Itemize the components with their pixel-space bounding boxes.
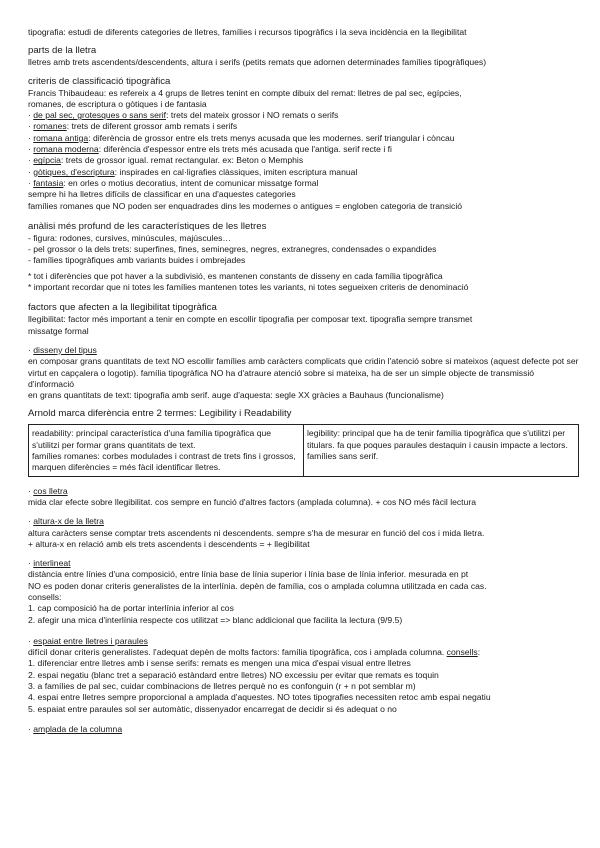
- readability-romanes-text: famílies romanes: corbes modulades i contrast de trets fins i grossos, marquen diferències = més fàcil identificar lletres.: [32, 451, 296, 473]
- disseny-paragraph-2: en grans quantitats de text: tipografia amb serif. auge d'aquesta: segle XX gràcies a Bauhaus (funcionalisme): [28, 390, 444, 401]
- comparison-table: [28, 424, 579, 476]
- legibility-sans-text: famílies sans serif.: [307, 451, 379, 462]
- criteris-note-2: famílies romanes que NO poden ser enquadrades dins les modernes o antigues = engloben categoria de transició: [28, 200, 463, 211]
- analisi-star-note-2: * important recordar que ni totes les famílies mantenen totes les variants, ni totes segueixen criteris de denominació: [28, 282, 469, 293]
- analisi-item: - famílies tipogràfiques amb variants buides i ombrejades: [28, 255, 246, 266]
- espaiat-title: · espaiat entre lletres i paraules: [28, 635, 148, 646]
- analisi-star-note-1: * tot i diferències que pot haver a la subdivisió, es mantenen constants de disseny en cada família tipogràfica: [28, 270, 443, 281]
- espaiat-item: 2. espai negatiu (blanc tret a separació estàndard entre lletres) NO excessiu per evitar que remats es toquin: [28, 669, 439, 680]
- cos-title: · cos lletra: [28, 485, 68, 496]
- legibility-cell: [304, 425, 579, 476]
- criteris-item: · de pal sec, grotesques o sans serif: trets del mateix grossor i NO remats o serifs: [28, 110, 339, 121]
- factors-line-2: missatge formal: [28, 325, 89, 336]
- parts-heading: parts de la lletra: [28, 45, 97, 57]
- disseny-paragraph-1: en composar grans quantitats de text NO escollir famílies amb caràcters complicats que cridin l'atenció sobre si mateixos (aquest defecte pot ser virtut en capçalera o logotip). família tipogràfica NO ha d'atraure atenció sobre si mateixa, ha de ser un simple objecte de transmissió d'informació: [28, 356, 579, 389]
- criteris-item: · romana moderna: diferència d'espessor entre els trets més acusada que l'antiga. serif recte i fi: [28, 144, 392, 155]
- alturax-line-1: altura caràcters sense comptar trets ascendents ni descendents. sempre s'ha de mesurar en funció del cos i mida lletra.: [28, 527, 485, 538]
- criteris-item: · egípcia: trets de grossor igual. remat rectangular. ex: Beton o Memphis: [28, 155, 304, 166]
- espaiat-item: 4. espai entre lletres sempre proporcional a amplada d'aquestes. NO totes tipografies necessiten retoc amb espai negatiu: [28, 692, 491, 703]
- factors-line-1: llegibilitat: factor més important a tenir en compte en escollir tipografia per composar text. tipografia sempre transmet: [28, 314, 473, 325]
- alturax-title: · altura-x de la lletra: [28, 516, 104, 527]
- interlineat-title: · interlineat: [28, 558, 71, 569]
- document-page: [28, 27, 578, 735]
- factors-heading: factors que afecten a la llegibilitat tipogràfica: [28, 302, 217, 314]
- amplada-title: · amplada de la columna: [28, 723, 123, 734]
- parts-text: lletres amb trets ascendents/descendents, altura i serifs (petits remats que adornen determinades famílies tipogràfiques): [28, 57, 487, 68]
- criteris-item: · romanes: trets de diferent grossor amb remats i serifs: [28, 121, 238, 132]
- readability-cell: [29, 425, 304, 476]
- espaiat-item: 3. a famílies de pal sec, cuidar combinacions de lletres perquè no es confonguin (r + n pot semblar m): [28, 681, 416, 692]
- interlineat-line-1: distància entre línies d'una composició, entre línia base de línia superior i línia base de línia inferior. mesurada en pt: [28, 569, 469, 580]
- criteris-heading: criteris de classificació tipogràfica: [28, 75, 171, 87]
- analisi-item: - pel grossor o la dels trets: superfines, fines, seminegres, negres, extranegres, condensades o expandides: [28, 244, 437, 255]
- cos-text: mida clar efecte sobre llegibilitat. cos sempre en funció d'altres factors (amplada columna). + cos NO més fàcil lectura: [28, 496, 476, 507]
- interlineat-item: 1. cap composició ha de portar interlínia inferior al cos: [28, 603, 234, 614]
- analisi-item: - figura: rodones, cursives, minúscules, majúscules…: [28, 232, 231, 243]
- criteris-item: · gòtiques, d'escriptura: inspirades en cal·ligrafies clàssiques, imiten escriptura manual: [28, 166, 358, 177]
- criteris-note-1: sempre hi ha lletres difícils de classificar en una d'aquestes categories: [28, 189, 296, 200]
- criteris-line-1: Francis Thibaudeau: es refereix a 4 grups de lletres tenint en compte dibuix del remat: lletres de pal sec, egípcies,: [28, 87, 462, 98]
- espaiat-line-1: difícil donar criteris generalistes. l'adequat depèn de molts factors: família tipogràfica, cos i amplada columna. consells:: [28, 647, 481, 658]
- legibility-text: legibility: principal que ha de tenir família tipogràfica que s'utilitzi per titulars. fa que poques paraules destaquin i causin impacte a lectors.: [307, 428, 568, 450]
- alturax-line-2: + altura-x en relació amb els trets ascendents i descendents = + llegibilitat: [28, 538, 310, 549]
- espaiat-item: 5. espaiat entre paraules sol ser automàtic, dissenyador encarregat de decidir si és adequat o no: [28, 703, 397, 714]
- espaiat-item: 1. diferenciar entre lletres amb i sense serifs: remats es mengen una mica d'espai visual entre lletres: [28, 658, 411, 669]
- disseny-title: · disseny del tipus: [28, 344, 97, 355]
- criteris-item: · romana antiga: diferència de grossor entre els trets menys acusada que les modernes. serif triangular i còncau: [28, 132, 455, 143]
- readability-text: readability: principal característica d'una família tipogràfica que s'utilitzi per formar grans quantitats de text.: [32, 428, 272, 450]
- intro-text: tipografia: estudi de diferents categories de lletres, famílies i recursos tipogràfics i la seva incidència en la llegibilitat: [28, 27, 467, 37]
- arnold-text: Arnold marca diferència entre 2 termes: Legibility i Readability: [28, 408, 292, 420]
- criteris-line-2: romanes, de escriptura o gòtiques i de fantasia: [28, 98, 207, 109]
- interlineat-line-2: NO es poden donar criteris generalistes de la interlínia. depèn de família, cos o amplada columna utilitzada en cada cas.: [28, 580, 487, 591]
- interlineat-item: 2. afegir una mica d'interlínia respecte cos utilitzat => blanc addicional que facilita la lectura (9/9.5): [28, 614, 403, 625]
- interlineat-line-3: consells:: [28, 591, 62, 602]
- criteris-item: · fantasia: en orles o motius decoratius, intent de comunicar missatge formal: [28, 177, 319, 188]
- analisi-heading: anàlisi més profund de les característiques de les lletres: [28, 220, 267, 232]
